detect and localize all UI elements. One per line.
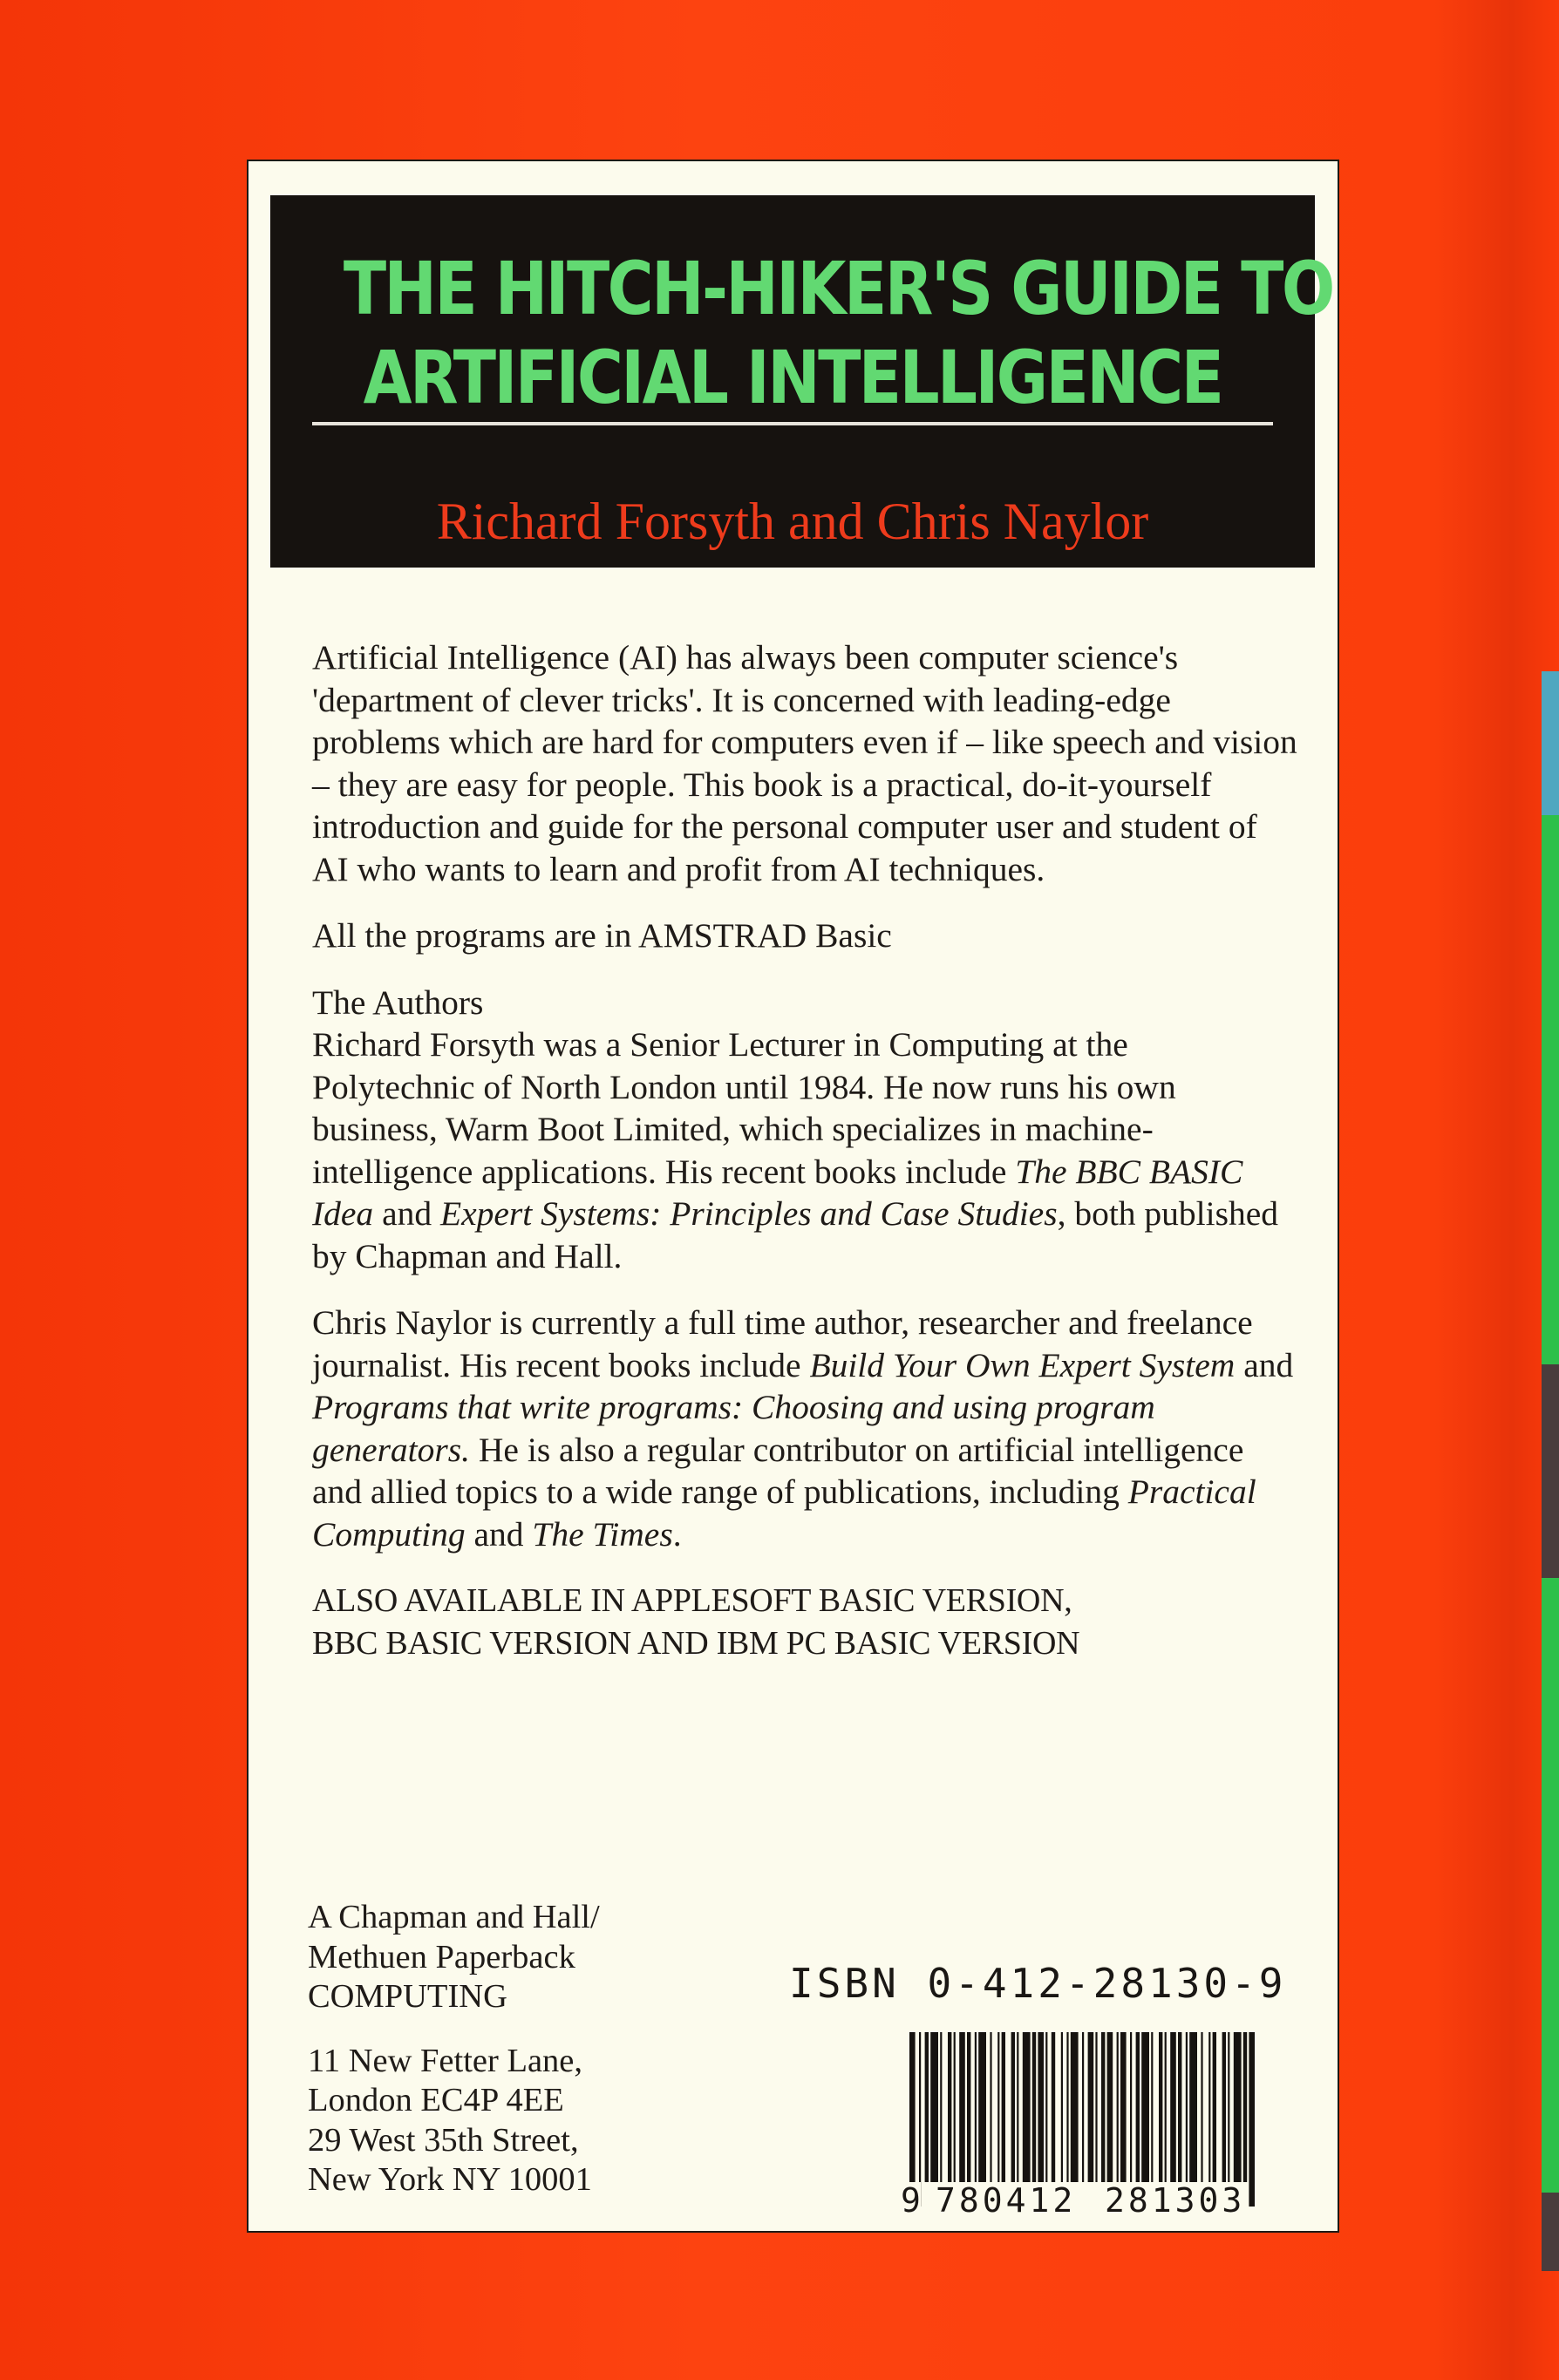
address-line-1: 11 New Fetter Lane, — [308, 2042, 583, 2079]
also-available-line-1: ALSO AVAILABLE IN APPLESOFT BASIC VERSION, — [312, 1582, 1072, 1619]
barcode-bar — [930, 2032, 938, 2182]
publisher-address — [308, 2042, 726, 2200]
forsyth-bio-b: and — [373, 1194, 440, 1233]
barcode-bar — [1186, 2032, 1188, 2182]
barcode-bar — [1011, 2032, 1015, 2182]
barcode-bar — [1249, 2032, 1255, 2207]
barcode-bar — [1023, 2032, 1031, 2182]
book-title-line-2: ARTIFICIAL INTELLIGENCE — [363, 335, 1222, 420]
barcode-bar — [1117, 2032, 1119, 2207]
title-block — [270, 195, 1333, 568]
barcode-bar — [959, 2032, 965, 2182]
authors-heading: The Authors — [312, 983, 484, 1022]
naylor-bio-b: and — [1235, 1345, 1294, 1384]
barcode-bar — [909, 2032, 916, 2207]
barcode-bar — [940, 2032, 942, 2182]
barcode-bar — [997, 2032, 999, 2182]
spine-edge — [1542, 0, 1559, 2380]
barcode-bar — [919, 2032, 921, 2207]
barcode-bar — [1213, 2032, 1216, 2182]
barcode-bar — [1201, 2032, 1202, 2182]
barcode-bar — [1052, 2032, 1055, 2182]
forsyth-bio-a: Richard Forsyth was a Senior Lecturer in Computing at the Polytechnic of North London until 1984. He now runs his own business, Warm Boot Limited, which specializes in machine-intelligence applications. His recent books include — [312, 1025, 1176, 1191]
barcode-bar — [1095, 2032, 1097, 2182]
barcode-bar — [1066, 2032, 1068, 2182]
barcode-bar — [1136, 2032, 1140, 2182]
barcode-bar — [1088, 2032, 1094, 2182]
spine-strip-green — [1542, 815, 1559, 1364]
naylor-bio-c: He is also a regular contributor on artificial intelligence and allied topics to a wide range of publications, including — [312, 1430, 1244, 1511]
barcode-bar — [967, 2032, 970, 2182]
also-available-line-2: BBC BASIC VERSION AND IBM PC BASIC VERSION — [312, 1624, 1080, 1662]
barcode-bar — [1130, 2032, 1132, 2182]
spine-strip-dark-lower — [1542, 2193, 1559, 2271]
barcode-bar — [948, 2032, 951, 2182]
barcode-bar — [1228, 2032, 1229, 2182]
barcode-left-digits: 780412 — [936, 2181, 1077, 2220]
naylor-bio-e: . — [672, 1514, 682, 1554]
publisher-line-3: COMPUTING — [308, 1978, 507, 2015]
address-line-3: 29 West 35th Street, — [308, 2121, 579, 2159]
barcode-bar — [1071, 2032, 1079, 2182]
barcode-bar — [1189, 2032, 1197, 2182]
publisher-line-1: A Chapman and Hall/ — [308, 1899, 600, 1935]
authors-section — [312, 982, 1297, 1278]
barcode-bar — [1170, 2032, 1176, 2182]
naylor-book-2: Programs that write programs: Choosing and using program generators. — [312, 1388, 1155, 1469]
barcode-bar — [1151, 2032, 1153, 2182]
barcode-bar — [1222, 2032, 1226, 2182]
title-divider — [312, 422, 1273, 425]
author-names: Richard Forsyth and Chris Naylor — [436, 493, 1149, 550]
publisher-info — [308, 1898, 726, 2225]
address-line-2: London EC4P 4EE — [308, 2082, 564, 2118]
barcode-bar — [1038, 2032, 1044, 2182]
forsyth-book-2: Expert Systems: Principles and Case Studies — [439, 1194, 1058, 1233]
barcode-bar — [1082, 2032, 1084, 2182]
barcode-bar — [978, 2032, 986, 2182]
barcode-bar — [1165, 2032, 1167, 2182]
naylor-pub-2: The Times — [532, 1514, 673, 1554]
content-panel — [247, 160, 1339, 2233]
spine-strip-green-lower — [1542, 1578, 1559, 2193]
spine-strip-blue — [1542, 671, 1559, 815]
barcode-bar — [1120, 2032, 1127, 2182]
naylor-bio-a: Chris Naylor is currently a full time author, researcher and freelance journalist. His recent books include — [312, 1303, 1253, 1384]
barcode-bar — [1107, 2032, 1113, 2182]
barcode-bar — [954, 2032, 956, 2182]
forsyth-book-1: The BBC BASIC Idea — [312, 1152, 1243, 1233]
barcode-bar — [975, 2032, 977, 2182]
intro-paragraph: Artificial Intelligence (AI) has always been computer science's 'department of clever tricks'. It is concerned with leading-edge problems which are hard for computers even if – like speech and vision – they are easy for people. This book is a practical, do-it-yourself introduction and guide for the personal computer user and student of AI who wants to learn and profit from AI techniques. — [312, 638, 1297, 888]
address-line-4: New York NY 10001 — [308, 2161, 592, 2198]
also-available-note — [312, 1580, 1297, 1664]
naylor-bio-d: and — [465, 1514, 533, 1554]
naylor-bio — [312, 1302, 1297, 1555]
barcode-right-digits: 281303 — [1105, 2181, 1246, 2220]
blurb-text — [312, 636, 1297, 1689]
publisher-imprint — [308, 1898, 726, 2017]
barcode-bar — [925, 2032, 929, 2182]
barcode-bar — [1178, 2032, 1181, 2182]
barcode-bar — [1101, 2032, 1105, 2182]
spine-strip-dark — [1542, 1364, 1559, 1578]
barcode-bar — [1243, 2032, 1247, 2182]
barcode-lead-digit: 9 — [901, 2181, 921, 2220]
barcode-bar — [1061, 2032, 1063, 2182]
book-title-line-1: THE HITCH-HIKER'S GUIDE TO — [343, 246, 1333, 331]
barcode-bar — [1032, 2032, 1036, 2182]
programs-note: All the programs are in AMSTRAD Basic — [312, 916, 892, 955]
barcode-bar — [1234, 2032, 1242, 2182]
barcode-bar — [1045, 2032, 1047, 2182]
forsyth-bio-c: , both published by Chapman and Hall. — [312, 1194, 1279, 1275]
naylor-pub-1: Practical Computing — [312, 1472, 1256, 1554]
publisher-line-2: Methuen Paperback — [308, 1938, 575, 1975]
barcode-bar — [1208, 2032, 1210, 2182]
naylor-book-1: Build Your Own Expert System — [809, 1345, 1236, 1384]
barcode-bar — [1002, 2032, 1005, 2182]
barcode-bar — [990, 2032, 991, 2182]
isbn-label: ISBN 0-412-28130-9 — [789, 1960, 1287, 2007]
barcode-bar — [1141, 2032, 1149, 2182]
barcode-bar — [1017, 2032, 1018, 2182]
barcode-bar — [1159, 2032, 1162, 2182]
